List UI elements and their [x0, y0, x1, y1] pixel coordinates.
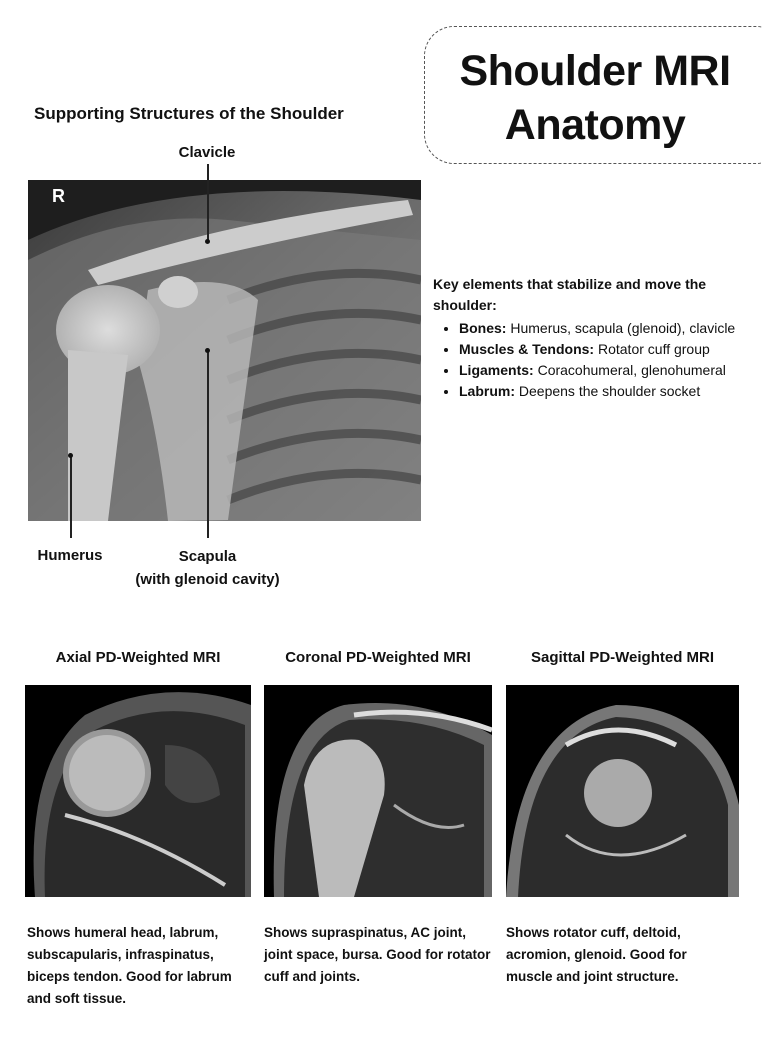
- label-scapula-sub: (with glenoid cavity): [135, 571, 280, 588]
- item-text: Rotator cuff group: [597, 341, 710, 357]
- page-title: [430, 44, 760, 152]
- label-humerus: Humerus: [37, 547, 103, 564]
- humerus-pointer-dot: [68, 453, 73, 458]
- title-line-1: Shoulder MRI: [459, 47, 731, 95]
- list-item: [459, 339, 753, 360]
- label-scapula-main: Scapula: [178, 548, 237, 565]
- item-term: Ligaments:: [459, 362, 534, 378]
- list-item: [459, 381, 753, 402]
- item-term: Muscles & Tendons:: [459, 341, 595, 357]
- humerus-pointer: [70, 455, 72, 538]
- label-scapula: [120, 545, 295, 591]
- label-clavicle: Clavicle: [178, 144, 236, 161]
- item-text: Coracohumeral, glenohumeral: [537, 362, 726, 378]
- coronal-mri-title: Coronal PD-Weighted MRI: [285, 649, 471, 666]
- sagittal-mri-image: [506, 685, 739, 897]
- sagittal-mri-title: Sagittal PD-Weighted MRI: [530, 649, 715, 666]
- scapula-pointer: [207, 350, 209, 538]
- key-elements-intro: Key elements that stabilize and move the shoulder:: [433, 276, 707, 313]
- item-text: Humerus, scapula (glenoid), clavicle: [510, 320, 736, 336]
- axial-mri-caption: Shows humeral head, labrum, subscapularis, infraspinatus, biceps tendon. Good for labrum and soft tissue.: [27, 925, 232, 1006]
- coronal-mri-image: [264, 685, 492, 897]
- coronal-mri-caption: Shows supraspinatus, AC joint, joint space, bursa. Good for rotator cuff and joints.: [264, 925, 491, 984]
- item-text: Deepens the shoulder socket: [518, 383, 701, 399]
- key-elements: [433, 274, 753, 402]
- item-term: Bones:: [459, 320, 507, 336]
- key-elements-list: [433, 318, 753, 402]
- shoulder-xray-image: [28, 180, 421, 521]
- list-item: [459, 318, 753, 339]
- clavicle-pointer-dot: [205, 239, 210, 244]
- section-heading: Supporting Structures of the Shoulder: [34, 104, 344, 123]
- item-term: Labrum:: [459, 383, 515, 399]
- sagittal-mri-caption: Shows rotator cuff, deltoid, acromion, glenoid. Good for muscle and joint structure.: [506, 925, 687, 984]
- scapula-pointer-dot: [205, 348, 210, 353]
- list-item: [459, 360, 753, 381]
- axial-mri-image: [25, 685, 251, 897]
- xray-side-marker: R: [52, 186, 65, 206]
- axial-mri-title: Axial PD-Weighted MRI: [55, 649, 221, 666]
- title-line-2: Anatomy: [504, 101, 686, 149]
- clavicle-pointer: [207, 164, 209, 242]
